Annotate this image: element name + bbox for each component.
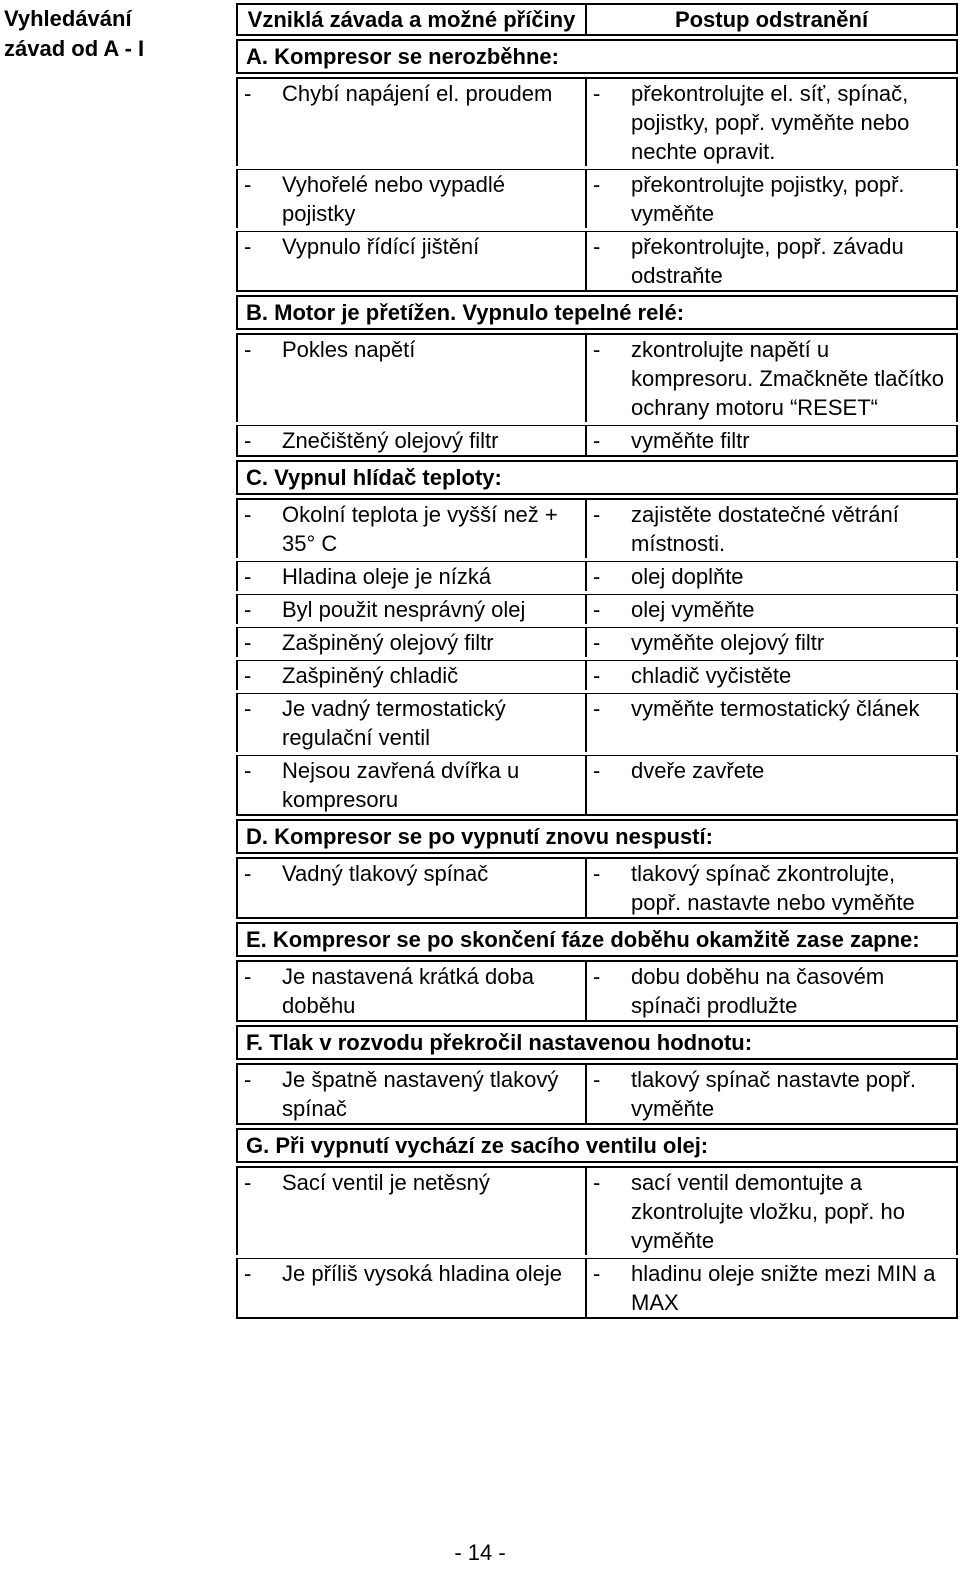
- list-item: [244, 859, 579, 888]
- remedy-text: chladič vyčistěte: [631, 663, 792, 688]
- section-title: [236, 460, 958, 495]
- bullet-dash: -: [593, 964, 601, 989]
- cause-cell: [236, 660, 586, 690]
- table-row: [236, 660, 958, 690]
- list-item: [593, 756, 950, 785]
- cause-text: Chybí napájení el. proudem: [282, 81, 553, 106]
- remedy-text: zajistěte dostatečné větrání místnosti.: [631, 502, 899, 556]
- bullet-dash: -: [244, 172, 252, 197]
- list-item: [244, 628, 579, 657]
- cause-cell: [236, 169, 586, 228]
- section-title-row: [236, 922, 958, 957]
- remedy-cell: [586, 594, 958, 624]
- bullet-dash: -: [593, 81, 601, 106]
- list-item: [593, 962, 950, 1020]
- bullet-dash: -: [593, 1067, 601, 1092]
- section-title-row: [236, 819, 958, 854]
- remedy-cell: [586, 857, 958, 919]
- list-item: [593, 79, 950, 166]
- side-title-line: závad od A - I: [4, 36, 145, 61]
- section-title-text: C. Vypnul hlídač teploty:: [246, 465, 502, 490]
- list-item: [244, 170, 579, 228]
- section-title-text: A. Kompresor se nerozběhne:: [246, 44, 559, 69]
- cause-text: Sací ventil je netěsný: [282, 1170, 490, 1195]
- remedy-text: dobu doběhu na časovém spínači prodlužte: [631, 964, 885, 1018]
- table-row: [236, 425, 958, 457]
- cause-text: Znečištěný olejový filtr: [282, 428, 499, 453]
- troubleshooting-table: [236, 0, 958, 1322]
- remedy-text: překontrolujte el. síť, spínač, pojistky, popř. vyměňte nebo nechte opravit.: [631, 81, 910, 164]
- remedy-text: tlakový spínač nastavte popř. vyměňte: [631, 1067, 916, 1121]
- bullet-dash: -: [244, 81, 252, 106]
- section-title-row: [236, 1025, 958, 1060]
- section-title-text: E. Kompresor se po skončení fáze doběhu okamžitě zase zapne:: [246, 927, 920, 952]
- list-item: [593, 859, 950, 917]
- remedy-cell: [586, 627, 958, 657]
- side-title: [4, 4, 229, 64]
- list-item: [244, 1168, 579, 1197]
- bullet-dash: -: [244, 758, 252, 783]
- cause-cell: [236, 561, 586, 591]
- bullet-dash: -: [244, 337, 252, 362]
- remedy-text: sací ventil demontujte a zkontrolujte vložku, popř. ho vyměňte: [631, 1170, 905, 1253]
- cause-text: Je vadný termostatický regulační ventil: [282, 696, 506, 750]
- remedy-text: olej vyměňte: [631, 597, 755, 622]
- section-header: [236, 295, 958, 330]
- table-row: [236, 960, 958, 1022]
- bullet-dash: -: [244, 502, 252, 527]
- section-rows: [236, 77, 958, 292]
- bullet-dash: -: [244, 630, 252, 655]
- list-item: [244, 232, 579, 261]
- bullet-dash: -: [244, 234, 252, 259]
- remedy-cell: [586, 960, 958, 1022]
- list-item: [244, 1259, 579, 1288]
- bullet-dash: -: [593, 234, 601, 259]
- cause-cell: [236, 1166, 586, 1255]
- list-item: [244, 500, 579, 558]
- cause-text: Je příliš vysoká hladina oleje: [282, 1261, 563, 1286]
- cause-cell: [236, 693, 586, 752]
- section-title: [236, 819, 958, 854]
- cause-text: Hladina oleje je nízká: [282, 564, 492, 589]
- table-row: [236, 594, 958, 624]
- cause-text: Vypnulo řídící jištění: [282, 234, 480, 259]
- section-title-row: [236, 39, 958, 74]
- cause-text: Zašpiněný olejový filtr: [282, 630, 494, 655]
- remedy-text: olej doplňte: [631, 564, 744, 589]
- section-rows: [236, 498, 958, 816]
- section-rows: [236, 1166, 958, 1319]
- table-row: [236, 1063, 958, 1125]
- remedy-cell: [586, 333, 958, 422]
- table-row: [236, 627, 958, 657]
- cause-cell: [236, 333, 586, 422]
- section-title-text: F. Tlak v rozvodu překročil nastavenou hodnotu:: [246, 1030, 753, 1055]
- remedy-text: vyměňte olejový filtr: [631, 630, 825, 655]
- remedy-cell: [586, 755, 958, 816]
- table-row: [236, 693, 958, 752]
- cause-cell: [236, 425, 586, 457]
- section-rows: [236, 333, 958, 457]
- cause-cell: [236, 231, 586, 292]
- cause-cell: [236, 857, 586, 919]
- remedy-text: překontrolujte, popř. závadu odstraňte: [631, 234, 904, 288]
- bullet-dash: -: [244, 964, 252, 989]
- remedy-text: zkontrolujte napětí u kompresoru. Zmačkněte tlačítko ochrany motoru “RESET“: [631, 337, 945, 420]
- remedy-text: překontrolujte pojistky, popř. vyměňte: [631, 172, 905, 226]
- list-item: [244, 426, 579, 455]
- remedy-cell: [586, 77, 958, 166]
- cause-cell: [236, 960, 586, 1022]
- remedy-cell: [586, 169, 958, 228]
- bullet-dash: -: [593, 1170, 601, 1195]
- cause-text: Okolní teplota je vyšší než + 35° C: [282, 502, 558, 556]
- list-item: [593, 628, 950, 657]
- remedy-cell: [586, 561, 958, 591]
- remedy-text: dveře zavřete: [631, 758, 765, 783]
- section-title: [236, 1025, 958, 1060]
- section-header: [236, 1128, 958, 1163]
- bullet-dash: -: [244, 696, 252, 721]
- cause-cell: [236, 1258, 586, 1319]
- bullet-dash: -: [244, 1170, 252, 1195]
- section-header: [236, 922, 958, 957]
- section-rows: [236, 1063, 958, 1125]
- table-row: [236, 77, 958, 166]
- section-title-text: G. Při vypnutí vychází ze sacího ventilu olej:: [246, 1133, 709, 1158]
- table-row: [236, 561, 958, 591]
- list-item: [244, 79, 579, 108]
- bullet-dash: -: [593, 630, 601, 655]
- header-cause: Vzniklá závada a možné příčiny: [236, 3, 586, 36]
- cause-cell: [236, 498, 586, 558]
- section-header: [236, 819, 958, 854]
- remedy-text: vyměňte termostatický článek: [631, 696, 920, 721]
- remedy-cell: [586, 231, 958, 292]
- section-rows: [236, 960, 958, 1022]
- list-item: [593, 661, 950, 690]
- section-title-text: B. Motor je přetížen. Vypnulo tepelné relé:: [246, 300, 685, 325]
- section-header: [236, 39, 958, 74]
- table-row: [236, 755, 958, 816]
- bullet-dash: -: [593, 663, 601, 688]
- bullet-dash: -: [244, 564, 252, 589]
- table-row: [236, 857, 958, 919]
- side-title-line: Vyhledávání: [4, 6, 132, 31]
- bullet-dash: -: [593, 502, 601, 527]
- list-item: [244, 694, 579, 752]
- section-title-text: D. Kompresor se po vypnutí znovu nespustí:: [246, 824, 713, 849]
- bullet-dash: -: [593, 337, 601, 362]
- bullet-dash: -: [244, 428, 252, 453]
- remedy-cell: [586, 498, 958, 558]
- cause-text: Vyhořelé nebo vypadlé pojistky: [282, 172, 506, 226]
- list-item: [244, 335, 579, 364]
- bullet-dash: -: [244, 1261, 252, 1286]
- list-item: [593, 426, 950, 455]
- table-header-row: [236, 3, 958, 36]
- cause-cell: [236, 1063, 586, 1125]
- bullet-dash: -: [593, 428, 601, 453]
- remedy-text: tlakový spínač zkontrolujte, popř. nastavte nebo vyměňte: [631, 861, 915, 915]
- list-item: [593, 1259, 950, 1317]
- table-row: [236, 498, 958, 558]
- section-header: [236, 1025, 958, 1060]
- bullet-dash: -: [244, 861, 252, 886]
- bullet-dash: -: [593, 597, 601, 622]
- cause-cell: [236, 594, 586, 624]
- page-number: - 14 -: [454, 1540, 506, 1565]
- remedy-cell: [586, 1166, 958, 1255]
- section-title: [236, 295, 958, 330]
- table-row: [236, 231, 958, 292]
- cause-text: Nejsou zavřená dvířka u kompresoru: [282, 758, 520, 812]
- bullet-dash: -: [593, 861, 601, 886]
- cause-text: Zašpiněný chladič: [282, 663, 459, 688]
- table-row: [236, 1166, 958, 1255]
- list-item: [244, 562, 579, 591]
- list-item: [244, 962, 579, 1020]
- list-item: [593, 1065, 950, 1123]
- list-item: [244, 595, 579, 624]
- remedy-text: vyměňte filtr: [631, 428, 750, 453]
- list-item: [593, 500, 950, 558]
- remedy-cell: [586, 660, 958, 690]
- remedy-cell: [586, 693, 958, 752]
- section-title-row: [236, 1128, 958, 1163]
- cause-text: Je špatně nastavený tlakový spínač: [282, 1067, 559, 1121]
- bullet-dash: -: [244, 663, 252, 688]
- bullet-dash: -: [244, 597, 252, 622]
- cause-cell: [236, 755, 586, 816]
- table-row: [236, 1258, 958, 1319]
- cause-text: Pokles napětí: [282, 337, 416, 362]
- cause-cell: [236, 77, 586, 166]
- list-item: [593, 170, 950, 228]
- bullet-dash: -: [593, 758, 601, 783]
- bullet-dash: -: [593, 1261, 601, 1286]
- list-item: [593, 335, 950, 422]
- section-title: [236, 1128, 958, 1163]
- remedy-cell: [586, 1063, 958, 1125]
- section-title: [236, 922, 958, 957]
- list-item: [593, 232, 950, 290]
- cause-text: Je nastavená krátká doba doběhu: [282, 964, 534, 1018]
- section-rows: [236, 857, 958, 919]
- cause-text: Byl použit nesprávný olej: [282, 597, 526, 622]
- section-title-row: [236, 295, 958, 330]
- section-title-row: [236, 460, 958, 495]
- list-item: [593, 694, 950, 723]
- list-item: [593, 562, 950, 591]
- bullet-dash: -: [593, 172, 601, 197]
- bullet-dash: -: [593, 564, 601, 589]
- table-row: [236, 169, 958, 228]
- section-header: [236, 460, 958, 495]
- list-item: [244, 756, 579, 814]
- list-item: [593, 595, 950, 624]
- cause-text: Vadný tlakový spínač: [282, 861, 489, 886]
- bullet-dash: -: [593, 696, 601, 721]
- remedy-cell: [586, 1258, 958, 1319]
- header-remedy: Postup odstranění: [586, 3, 958, 36]
- table-row: [236, 333, 958, 422]
- cause-cell: [236, 627, 586, 657]
- list-item: [593, 1168, 950, 1255]
- bullet-dash: -: [244, 1067, 252, 1092]
- section-title: [236, 39, 958, 74]
- remedy-cell: [586, 425, 958, 457]
- list-item: [244, 1065, 579, 1123]
- remedy-text: hladinu oleje snižte mezi MIN a MAX: [631, 1261, 936, 1315]
- list-item: [244, 661, 579, 690]
